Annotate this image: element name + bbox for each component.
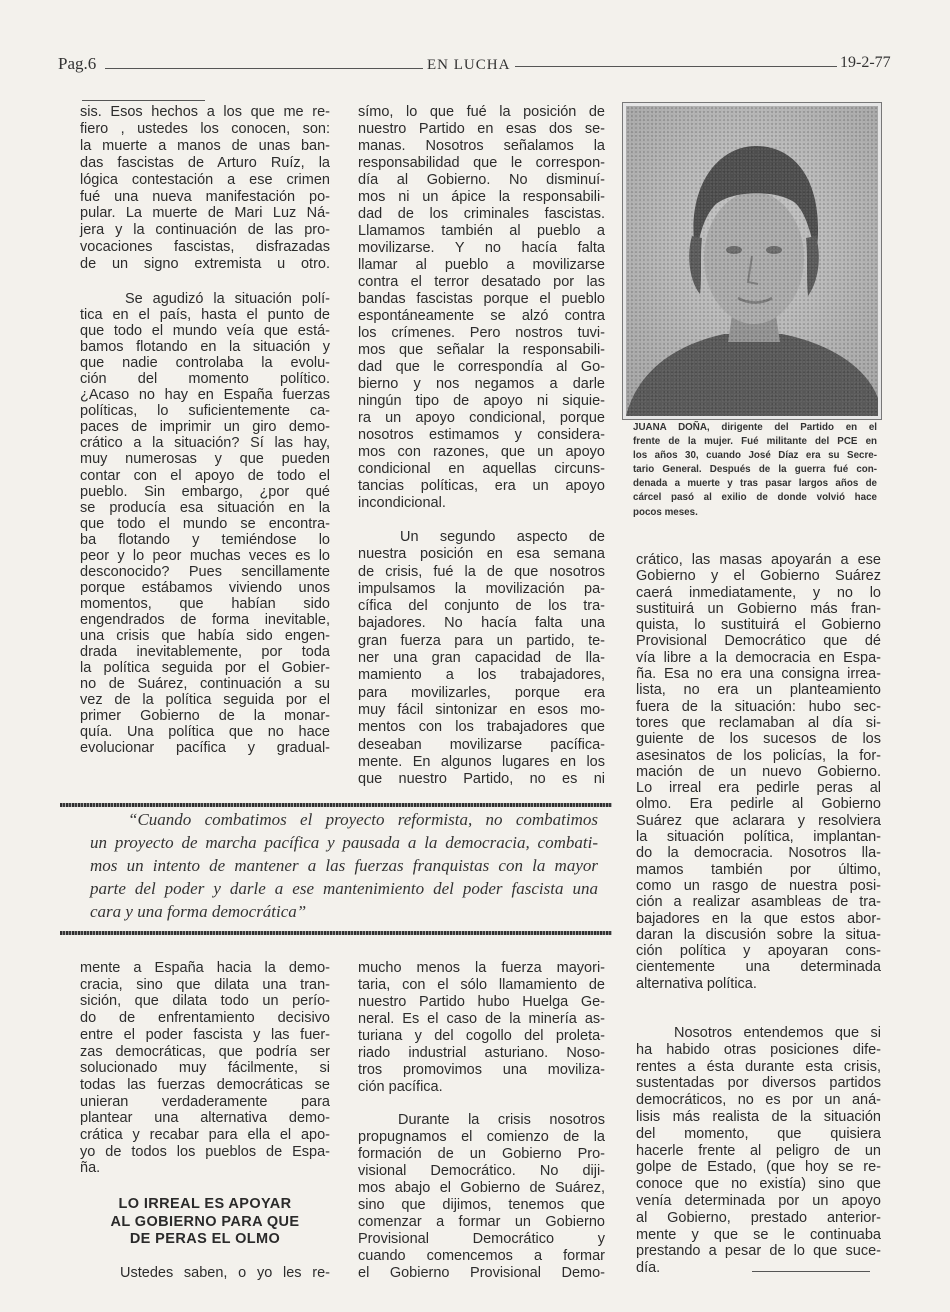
upper-middle-paragraph-1 xyxy=(358,104,605,512)
lower-middle-paragraph-2 xyxy=(358,1112,605,1282)
text-line: entre el poder fascista y las fuer- xyxy=(80,1026,330,1043)
text-line: crático a la situación? Sí las hay, xyxy=(80,435,330,452)
text-line: el Gobierno Provisional Demo- xyxy=(358,1265,605,1281)
text-line: de un signo extremista u otro. xyxy=(80,256,330,273)
text-line: que todo el mundo veía que está- xyxy=(80,323,330,340)
text-line: mos que señalar la responsabili- xyxy=(358,342,605,358)
pull-quote-top-rule xyxy=(60,803,612,807)
text-line: das fascistas de Arturo Ruíz, la xyxy=(80,154,330,171)
text-line: gran fuerza para un partido, te- xyxy=(358,632,605,649)
text-line: caerá inmediatamente, y no lo xyxy=(636,584,881,601)
text-line: Lo irreal era pedirle peras al xyxy=(636,780,881,797)
text-line: nuestro Partido hubo Huelga Ge- xyxy=(358,994,605,1010)
right-paragraph-2 xyxy=(636,1025,881,1277)
text-line: dad de los criminales fascistas. xyxy=(358,206,605,222)
text-line: LO IRREAL ES APOYAR xyxy=(118,1196,292,1212)
text-line: Llamamos también al pueblo a xyxy=(358,223,605,239)
text-line: mamiento a los trabajadores, xyxy=(358,667,605,684)
text-line: fiero , ustedes los conocen, son: xyxy=(80,120,330,137)
text-line: mos abajo el Gobierno de Suárez, xyxy=(358,1180,605,1196)
text-line: fué una nueva manifestación po- xyxy=(80,188,330,205)
text-line: conoce que no existía) sino que xyxy=(636,1176,881,1193)
text-line: políticas, lo suficientemente ca- xyxy=(80,403,330,420)
text-line: venía determinada por un apoyo xyxy=(636,1192,881,1209)
page-number: Pag.6 xyxy=(58,54,97,73)
text-line: quía. Una política que no hace xyxy=(80,724,330,741)
pull-quote xyxy=(90,808,598,923)
text-line: Provisional Democrático y xyxy=(358,1231,605,1247)
text-line: no de Suárez, continuación a su xyxy=(80,676,330,693)
text-line: mos ni un ápice la responsabili- xyxy=(358,189,605,205)
text-line: tancias políticas, era un apoyo xyxy=(358,478,605,494)
text-line: mación de un nuevo Gobierno. xyxy=(636,763,881,780)
text-line: ción a realizar asambleas de tra- xyxy=(636,894,881,911)
text-line: solucionado muy fácilmente, si xyxy=(80,1060,330,1077)
photo-caption xyxy=(633,421,877,520)
text-line: riado industrial asturiano. Noso- xyxy=(358,1045,605,1061)
text-line: Durante la crisis nosotros xyxy=(398,1112,605,1128)
text-line: deseaban movilizarse pacífica- xyxy=(358,736,605,753)
text-line: ha habido otras posiciones dife- xyxy=(636,1041,881,1058)
text-line: se producía esa situación en la xyxy=(80,499,330,516)
text-line: sino que dijimos, tenemos que xyxy=(358,1197,605,1213)
text-line: ner una gran capacidad de lla- xyxy=(358,650,605,667)
text-line: parte del poder y darle a ese mantenimiento del poder fascista una xyxy=(90,879,598,898)
text-line: lógica contestación a ese crimen xyxy=(80,171,330,188)
text-line: contar con el apoyo de todo el xyxy=(80,467,330,484)
text-line: plantear una alternativa demo- xyxy=(80,1110,330,1127)
text-line: vocaciones fascistas, disfrazadas xyxy=(80,239,330,256)
text-line: Un segundo aspecto de xyxy=(400,529,605,545)
text-line: mamos también por último, xyxy=(636,861,881,878)
text-line: yo de todos los pueblos de Espa- xyxy=(80,1143,330,1160)
text-line: contra el terror desatado por las xyxy=(358,274,605,290)
text-line: formación de un Gobierno Pro- xyxy=(358,1146,605,1162)
text-line: sis. Esos hechos a los que me re- xyxy=(80,104,330,120)
text-line: crático, las masas apoyarán a ese xyxy=(636,552,881,568)
text-line: desconocido? Pues sencillamente xyxy=(80,563,330,580)
pull-quote-bottom-rule xyxy=(60,931,612,935)
header-rule-right xyxy=(515,66,837,67)
text-line: del momento, que quisiera xyxy=(636,1125,881,1142)
text-line: movilizarse. Y no hacía falta xyxy=(358,240,605,256)
text-line: que nuestro Partido, no es ni xyxy=(358,771,605,788)
text-line: alternativa política. xyxy=(636,975,757,992)
text-line: símo, lo que fué la posición de xyxy=(358,104,605,120)
text-line: nuestra posición en esa semana xyxy=(358,546,605,563)
text-line: ña. Esa no era una consigna irrea- xyxy=(636,666,881,683)
text-line: muy numerosas y que pueden xyxy=(80,451,330,468)
text-line: sustituirá un Gobierno más fran- xyxy=(636,600,881,617)
text-line: manas. Nosotros señalamos la xyxy=(358,138,605,154)
text-line: lista, no era un planteamiento xyxy=(636,682,881,699)
text-line: JUANA DOÑA, dirigente del Partido en el xyxy=(633,422,877,433)
text-line: nuestro Partido en esas dos se- xyxy=(358,121,605,137)
text-line: lisis más realista de la situación xyxy=(636,1108,881,1125)
text-line: bierno y nos negamos a darle xyxy=(358,376,605,392)
text-line: asesinatos de los policías, la for- xyxy=(636,747,881,764)
text-line: tros promovimos una moviliza- xyxy=(358,1062,605,1078)
text-line: taria, con el sólo llamamiento de xyxy=(358,977,605,993)
text-line: bajadores en la que estos abor- xyxy=(636,910,881,927)
text-line: mente y que se le continuaba xyxy=(636,1226,881,1243)
portrait-image xyxy=(626,106,878,416)
text-line: pular. La muerte de Mari Luz Ná- xyxy=(80,205,330,222)
text-line: pocos meses. xyxy=(633,506,698,518)
text-line: comenzar a formar un Gobierno xyxy=(358,1214,605,1230)
text-line: muy fácil sintonizar en esos mo- xyxy=(358,701,605,718)
text-line: ra un apoyo condicional, porque xyxy=(358,410,605,426)
text-line: Nosotros entendemos que si xyxy=(674,1025,881,1041)
upper-left-paragraph-1 xyxy=(80,104,330,273)
text-line: porque estábamos viviendo unos xyxy=(80,579,330,596)
text-line: los crímenes. Pero nostros tuvi- xyxy=(358,325,605,341)
text-line: llamar al pueblo a movilizarse xyxy=(358,257,605,273)
text-line: todas las fuerzas democráticas se xyxy=(80,1076,330,1093)
text-line: Gobierno y el Gobierno Suárez xyxy=(636,568,881,585)
text-line: DE PERAS EL OLMO xyxy=(129,1231,281,1247)
lower-left-paragraph-1 xyxy=(80,960,330,1177)
text-line: la política seguida por el Gobier- xyxy=(80,660,330,677)
text-line: nosotros estimamos y considera- xyxy=(358,427,605,443)
text-line: crática y recabar para ella el apo- xyxy=(80,1127,330,1144)
issue-date: 19-2-77 xyxy=(840,54,891,71)
text-line: zas democráticas, que podría ser xyxy=(80,1043,330,1060)
text-line: la situación política, implantan- xyxy=(636,829,881,846)
text-line: denada a muerte y tras pasar largos años de xyxy=(633,478,877,490)
text-line: cracia, sino que dilata una tran- xyxy=(80,976,330,993)
text-line: los años 30, cuando José Díaz era su Secre- xyxy=(633,450,877,462)
text-line: espontáneamente se alzó contra xyxy=(358,308,605,324)
text-line: cara y una forma democrática” xyxy=(90,902,307,921)
portrait-photo xyxy=(622,102,882,420)
text-line: ción del momento político. xyxy=(80,371,330,388)
text-line: tario General. Después de la guerra fué con- xyxy=(633,464,877,476)
text-line: guiente de los sucesos de los xyxy=(636,731,881,748)
header-rule-left xyxy=(105,68,423,69)
text-line: momentos, que habían sido xyxy=(80,595,330,612)
text-line: vez de la política seguida por el xyxy=(80,692,330,709)
text-line: drada inevitablemente, por toda xyxy=(80,644,330,661)
text-line: hacerle frente al peligro de un xyxy=(636,1142,881,1159)
lower-middle-paragraph-1 xyxy=(358,960,605,1096)
text-line: golpe de Estado, (que hoy se re- xyxy=(636,1159,881,1176)
text-line: visional Democrático. No diji- xyxy=(358,1163,605,1179)
text-line: día al Gobierno. No disminuí- xyxy=(358,172,605,188)
text-line: Suárez que aclarara y resolviera xyxy=(636,812,881,829)
text-line: mente a España hacia la demo- xyxy=(80,960,330,976)
text-line: paces de imprimir un giro demo- xyxy=(80,419,330,436)
text-line: neral. Es el caso de la minería as- xyxy=(358,1011,605,1027)
text-line: prestando a pesar de lo que suce- xyxy=(636,1243,881,1260)
text-line: cuando comencemos a formar xyxy=(358,1248,605,1264)
text-line: unieran verdaderamente para xyxy=(80,1093,330,1110)
text-line: ción pacífica. xyxy=(358,1079,443,1095)
text-line: quista, lo sustituirá el Gobierno xyxy=(636,617,881,634)
text-line: jera y la continuación de las pro- xyxy=(80,222,330,239)
text-line: mentos con los trabajadores que xyxy=(358,719,605,736)
text-line: una crisis que había sido engen- xyxy=(80,627,330,644)
text-line: incondicional. xyxy=(358,495,446,511)
text-line: de crisis, fué la de que nosotros xyxy=(358,563,605,580)
text-line: pueblo. Sin embargo, ¿por qué xyxy=(80,483,330,500)
text-line: ba flotando y temiéndose lo xyxy=(80,531,330,548)
text-line: do de enfrentamiento decisivo xyxy=(80,1010,330,1027)
text-line: sustentadas por diversos partidos xyxy=(636,1075,881,1092)
text-line: cientemente una determinada xyxy=(636,959,881,976)
text-line: mos con razones, que un apoyo xyxy=(358,444,605,460)
text-line: dad que le correspondía al Go- xyxy=(358,359,605,375)
text-line: primer Gobierno de la monar- xyxy=(80,708,330,725)
text-line: Se agudizó la situación polí- xyxy=(125,291,330,307)
text-line: ¿Acaso no hay en España fuerzas xyxy=(80,387,330,404)
text-line: tores que reclamaban al día si- xyxy=(636,714,881,731)
text-line: AL GOBIERNO PARA QUE xyxy=(110,1213,300,1230)
text-line: democráticos, no es por un aná- xyxy=(636,1092,881,1109)
text-line: engendrados de forma inevitable, xyxy=(80,611,330,628)
text-line: impulsamos la movilización pa- xyxy=(358,580,605,597)
text-line: bandas fascistas porque el pueblo xyxy=(358,291,605,307)
column-top-rule xyxy=(82,100,205,101)
text-line: bamos flotando en la situación y xyxy=(80,339,330,356)
text-line: cífica del conjunto de los tra- xyxy=(358,598,605,615)
text-line: al Gobierno, prestado anterior- xyxy=(636,1209,881,1226)
text-line: rentes a ésta durante esta crisis, xyxy=(636,1058,881,1075)
text-line: vía libre a la democracia en Espa- xyxy=(636,649,881,666)
text-line: sición, que dilata todo un perío- xyxy=(80,993,330,1010)
upper-left-paragraph-2 xyxy=(80,291,330,756)
text-line: tica en el país, hasta el punto de xyxy=(80,307,330,324)
section-subheading xyxy=(80,1196,330,1249)
text-line: bajadores. No hacía falta una xyxy=(358,615,605,632)
text-line: Ustedes saben, o yo les re- xyxy=(120,1265,330,1281)
text-line: mucho menos la fuerza mayori- xyxy=(358,960,605,976)
text-line: do la democracia. Nosotros lla- xyxy=(636,845,881,862)
text-line: responsabilidad que le correspon- xyxy=(358,155,605,171)
text-line: mente. En algunos lugares en los xyxy=(358,753,605,770)
text-line: para movilizarles, porque era xyxy=(358,684,605,701)
text-line: evolucionar pacífica y gradual- xyxy=(80,740,330,757)
text-line: un proyecto de marcha pacífica y pausada a la democracia, combati- xyxy=(90,833,598,852)
text-line: condicional en aquellas circuns- xyxy=(358,461,605,477)
lower-left-paragraph-2 xyxy=(80,1265,330,1282)
text-line: Provisional Democrático que dé xyxy=(636,633,881,650)
text-line: que todo el mundo se encontra- xyxy=(80,515,330,532)
text-line: peor y lo peor muchas veces es lo xyxy=(80,547,330,564)
text-line: daran la discusión sobre la situa- xyxy=(636,926,881,943)
text-line: frente de la mujer. Fué militante del PCE en xyxy=(633,436,877,448)
text-line: cárcel pasó al exilio de donde volvió hace xyxy=(633,492,877,504)
publication-title: EN LUCHA xyxy=(427,57,511,73)
text-line: la muerte a manos de unas ban- xyxy=(80,137,330,154)
right-paragraph-1 xyxy=(636,552,881,992)
text-line: “Cuando combatimos el proyecto reformista, no combatimos xyxy=(128,810,598,829)
text-line: que nadie controlaba la evolu- xyxy=(80,355,330,372)
text-line: ña. xyxy=(80,1160,101,1177)
upper-middle-paragraph-2 xyxy=(358,529,605,788)
text-line: día. xyxy=(636,1260,661,1277)
text-line: propugnamos el comienzo de la xyxy=(358,1129,605,1145)
text-line: olmo. Era pedirle al Gobierno xyxy=(636,796,881,813)
text-line: ción política y apoyaran cons- xyxy=(636,943,881,960)
article-end-rule xyxy=(752,1271,870,1272)
text-line: fuera de la situación: hubo sec- xyxy=(636,698,881,715)
text-line: mos un intento de mantener a las fuerzas franquistas con la mayor xyxy=(90,856,598,875)
text-line: como un rasgo de nuestra posi- xyxy=(636,877,881,894)
text-line: turiana y del cogollo del proleta- xyxy=(358,1028,605,1044)
text-line: ningún tipo de apoyo ni siquie- xyxy=(358,393,605,409)
